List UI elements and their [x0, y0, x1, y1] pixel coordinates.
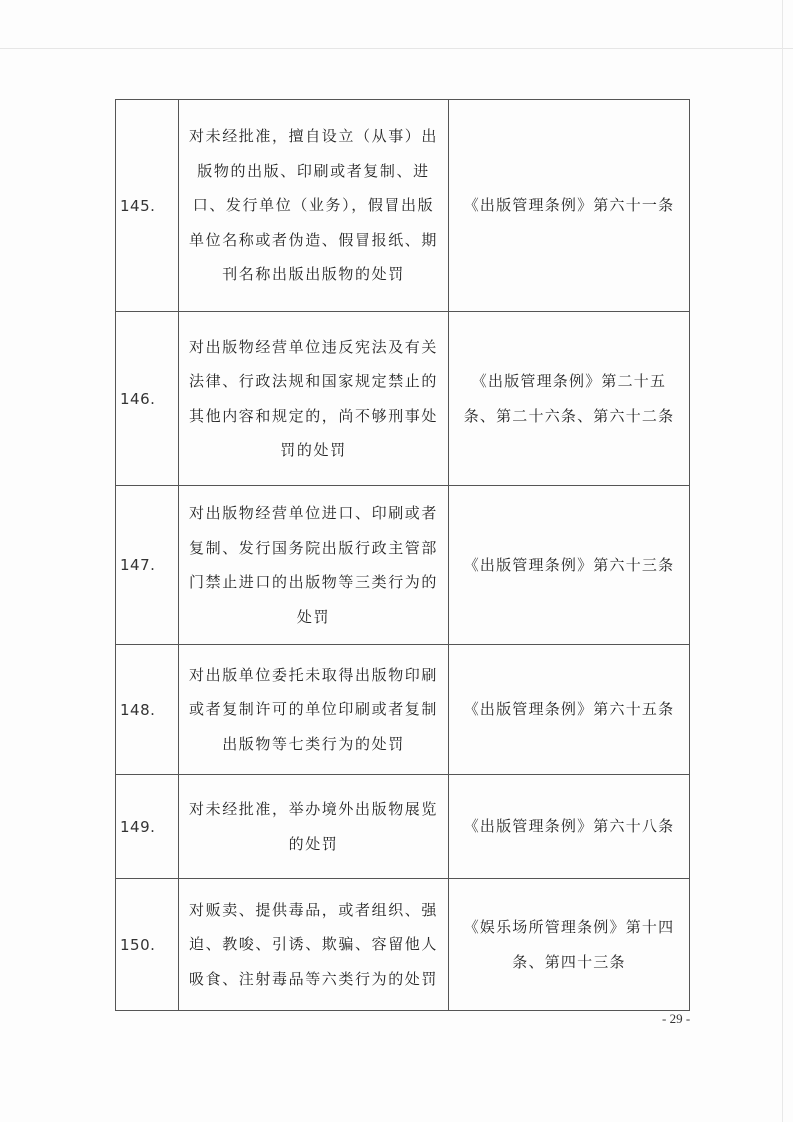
page-number: - 29 - — [662, 1011, 691, 1026]
table-row — [116, 312, 690, 486]
table-row — [116, 486, 690, 645]
legal-basis: 《出版管理条例》第六十一条 — [449, 100, 690, 312]
legal-basis: 《出版管理条例》第六十八条 — [449, 775, 690, 879]
row-number: 146. — [116, 312, 179, 486]
scan-edge-line-right — [782, 0, 783, 1122]
item-description: 对出版物经营单位违反宪法及有关法律、行政法规和国家规定禁止的其他内容和规定的，尚不够刑事处罚的处罚 — [179, 312, 449, 486]
penalty-items-table — [115, 99, 690, 1011]
row-number: 148. — [116, 645, 179, 775]
row-number: 147. — [116, 486, 179, 645]
row-number: 149. — [116, 775, 179, 879]
legal-basis: 《娱乐场所管理条例》第十四条、第四十三条 — [449, 879, 690, 1011]
item-description: 对贩卖、提供毒品，或者组织、强迫、教唆、引诱、欺骗、容留他人吸食、注射毒品等六类行为的处罚 — [179, 879, 449, 1011]
item-description: 对出版单位委托未取得出版物印刷或者复制许可的单位印刷或者复制出版物等七类行为的处罚 — [179, 645, 449, 775]
scan-edge-line-top — [0, 48, 793, 49]
legal-basis: 《出版管理条例》第六十三条 — [449, 486, 690, 645]
legal-basis: 《出版管理条例》第二十五条、第二十六条、第六十二条 — [449, 312, 690, 486]
table-row — [116, 645, 690, 775]
row-number: 150. — [116, 879, 179, 1011]
item-description: 对未经批准，举办境外出版物展览的处罚 — [179, 775, 449, 879]
table-row — [116, 775, 690, 879]
row-number: 145. — [116, 100, 179, 312]
table-row — [116, 100, 690, 312]
legal-basis: 《出版管理条例》第六十五条 — [449, 645, 690, 775]
table-row — [116, 879, 690, 1011]
item-description: 对出版物经营单位进口、印刷或者复制、发行国务院出版行政主管部门禁止进口的出版物等三类行为的处罚 — [179, 486, 449, 645]
item-description: 对未经批准，擅自设立（从事）出版物的出版、印刷或者复制、进口、发行单位（业务），假冒出版单位名称或者伪造、假冒报纸、期刊名称出版出版物的处罚 — [179, 100, 449, 312]
